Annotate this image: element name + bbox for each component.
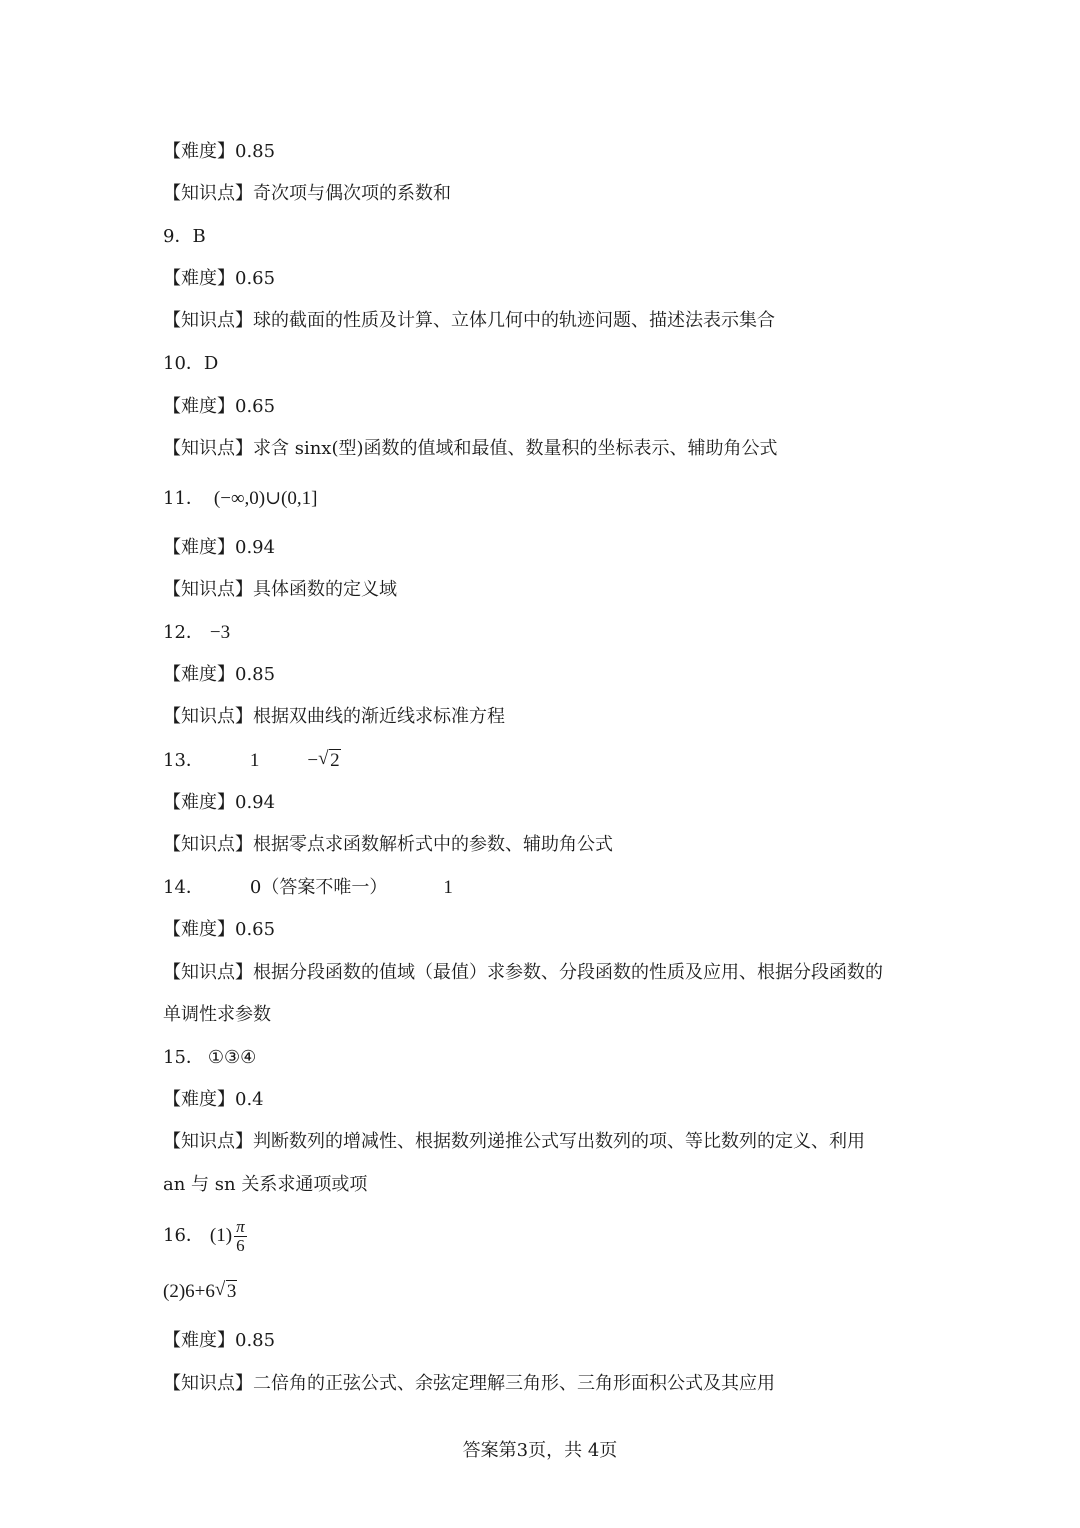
answer-1: 1 [249,750,260,771]
q15-knowledge [163,1131,865,1153]
sqrt-expression [318,750,341,772]
q16-difficulty [163,1330,275,1352]
q8-knowledge [163,183,451,205]
q8-difficulty [163,141,275,163]
question-number: 16． [163,1225,204,1246]
knowledge-label: 【知识点】 [163,438,253,459]
knowledge-value: 根据双曲线的渐近线求标准方程 [253,706,505,727]
knowledge-value: 根据分段函数的值域（最值）求参数、分段函数的性质及应用、根据分段函数的 [253,962,883,983]
difficulty-label: 【难度】 [163,1330,235,1351]
difficulty-value: 0.65 [235,919,276,940]
answer-value: D [203,353,219,374]
knowledge-label: 【知识点】 [163,183,253,204]
answer-2: 1 [443,877,453,898]
difficulty-value: 0.85 [235,141,276,162]
q14-knowledge-cont [163,1004,271,1026]
page-footer: 答案第3页，共 4页 [462,1440,618,1461]
fraction-denominator: 6 [236,1235,245,1255]
difficulty-label: 【难度】 [163,1089,235,1110]
knowledge-label: 【知识点】 [163,834,253,855]
q10-knowledge [163,438,778,460]
question-number: 14． [163,877,204,898]
knowledge-value: 二倍角的正弦公式、余弦定理解三角形、三角形面积公式及其应用 [253,1373,775,1394]
question-number: 11． [163,488,204,509]
q13-knowledge [163,834,613,856]
knowledge-label: 【知识点】 [163,1373,253,1394]
difficulty-value: 0.65 [235,396,276,417]
question-number: 13． [163,750,204,771]
answer-math: (−∞,0)∪(0,1] [213,488,318,509]
q13-answer [163,750,341,772]
knowledge-value: 奇次项与偶次项的系数和 [253,183,451,204]
knowledge-value: 判断数列的增减性、根据数列递推公式写出数列的项、等比数列的定义、利用 [253,1131,865,1152]
fraction-numerator: π [236,1216,245,1236]
knowledge-value: 根据零点求函数解析式中的参数、辅助角公式 [253,834,613,855]
difficulty-label: 【难度】 [163,919,235,940]
q11-difficulty [163,537,275,559]
radicand: 2 [330,750,340,771]
knowledge-value-cont: 单调性求参数 [163,1004,271,1025]
q15-knowledge-cont [163,1174,367,1196]
q9-knowledge [163,310,775,332]
q14-knowledge [163,962,883,984]
knowledge-value: 球的截面的性质及计算、立体几何中的轨迹问题、描述法表示集合 [253,310,775,331]
q14-answer [163,877,453,899]
question-number: 10． [163,353,204,374]
radical-sign: √ [214,1279,226,1300]
q12-knowledge [163,706,505,728]
answer-value: B [192,226,206,247]
difficulty-value: 0.85 [235,1330,276,1351]
knowledge-label: 【知识点】 [163,706,253,727]
difficulty-label: 【难度】 [163,792,235,813]
q16-part2 [163,1281,237,1303]
q9-difficulty [163,268,275,290]
knowledge-label: 【知识点】 [163,1131,253,1152]
difficulty-value: 0.4 [235,1089,264,1110]
q16-part1 [163,1216,247,1256]
q9-answer [163,226,206,248]
q14-difficulty [163,919,275,941]
difficulty-label: 【难度】 [163,537,235,558]
answer-1: 0（答案不唯一） [249,877,388,898]
question-number: 9． [163,226,193,247]
answer-value: ①③④ [207,1047,257,1068]
q15-answer [163,1047,256,1069]
q12-difficulty [163,664,275,686]
difficulty-label: 【难度】 [163,268,235,289]
q16-knowledge [163,1373,775,1395]
part-label: (2) [163,1281,186,1302]
q15-difficulty [163,1089,264,1111]
radicand: 3 [226,1281,237,1302]
difficulty-value: 0.94 [235,792,276,813]
knowledge-value: 求含 sinx(型)函数的值域和最值、数量积的坐标表示、辅助角公式 [253,438,778,459]
q10-difficulty [163,396,275,418]
question-number: 12． [163,622,204,643]
difficulty-value: 0.85 [235,664,276,685]
knowledge-value-cont: an 与 sn 关系求通项或项 [163,1174,368,1195]
q10-answer [163,353,218,375]
sqrt-expression [215,1281,238,1303]
difficulty-label: 【难度】 [163,141,235,162]
q12-answer [163,622,230,644]
part-expression: 6+6 [185,1281,215,1302]
question-number: 15． [163,1047,204,1068]
difficulty-label: 【难度】 [163,396,235,417]
answer-2-sign: − [307,750,319,771]
answer-math: −3 [209,622,231,643]
part-label: (1) [209,1225,233,1246]
fraction [234,1218,247,1255]
q11-answer [163,488,317,510]
q11-knowledge [163,579,397,601]
knowledge-value: 具体函数的定义域 [253,579,397,600]
knowledge-label: 【知识点】 [163,310,253,331]
difficulty-value: 0.65 [235,268,276,289]
radical-sign: √ [318,748,329,769]
difficulty-label: 【难度】 [163,664,235,685]
knowledge-label: 【知识点】 [163,579,253,600]
difficulty-value: 0.94 [235,537,276,558]
q13-difficulty [163,792,275,814]
knowledge-label: 【知识点】 [163,962,253,983]
